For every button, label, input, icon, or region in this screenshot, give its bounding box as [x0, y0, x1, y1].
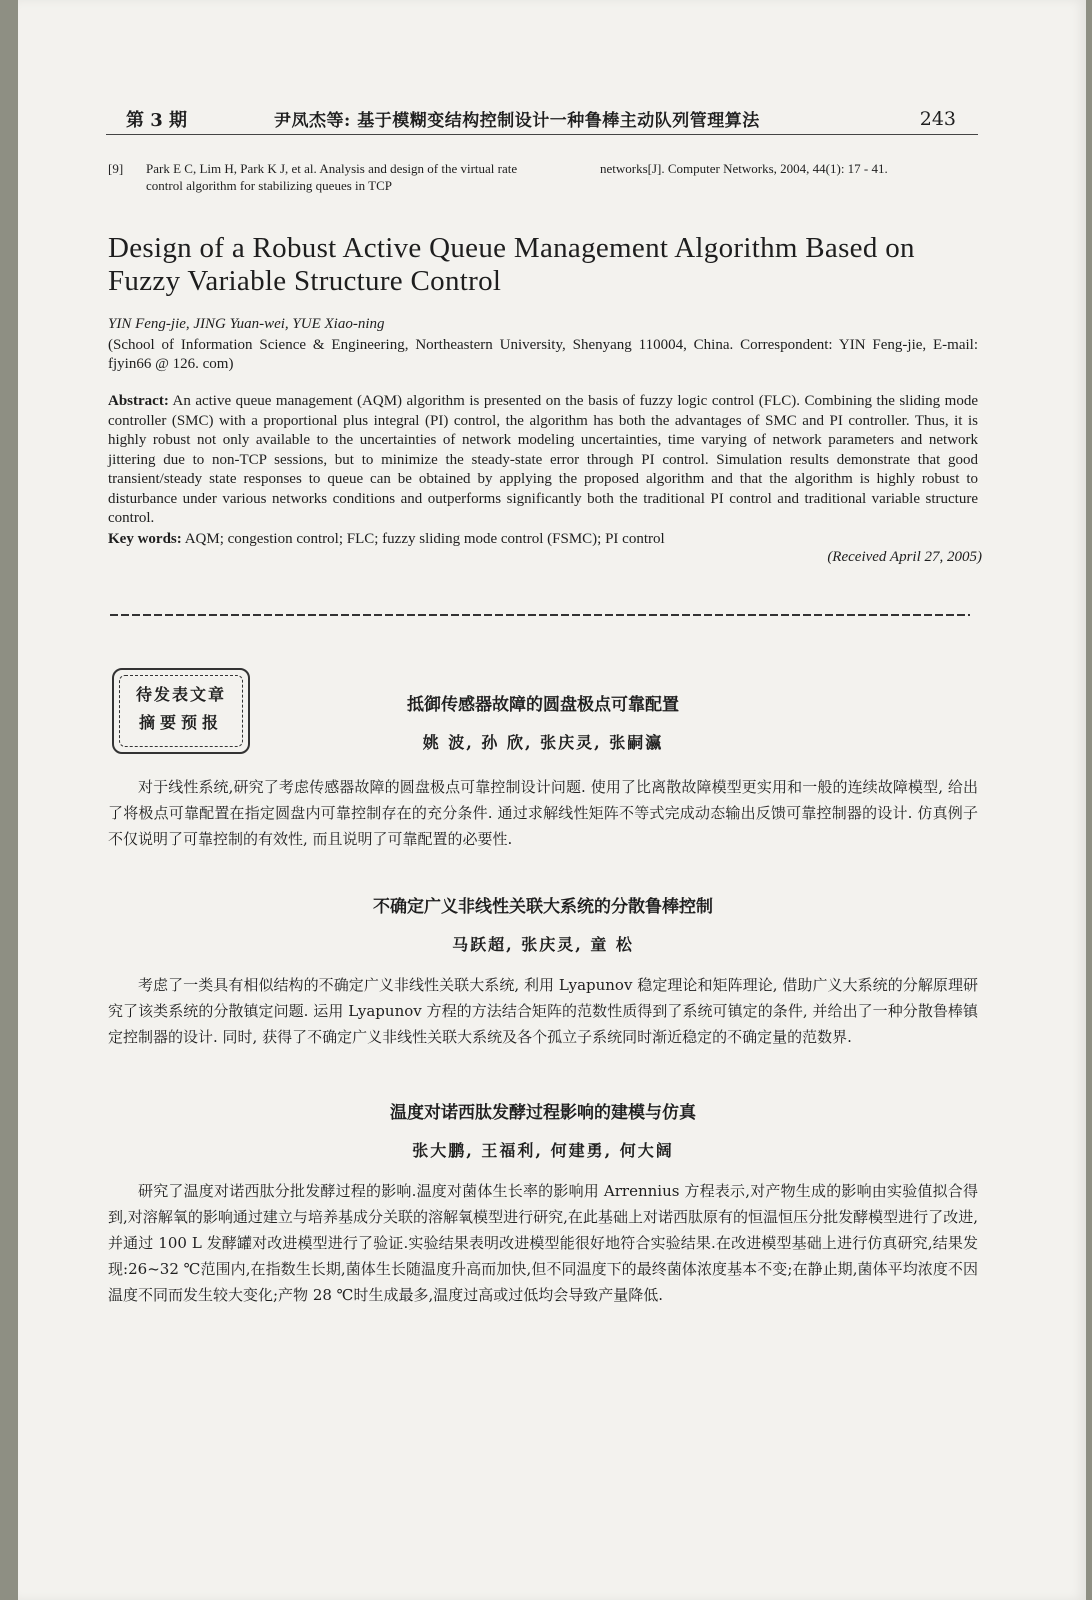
- english-abstract: [108, 392, 978, 529]
- article-3-abstract: 研究了温度对诺西肽分批发酵过程的影响.温度对菌体生长率的影响用 Arrennius 方程表示,对产物生成的影响由实验值拟合得到,对溶解氧的影响通过建立与培养基成分关联的溶解氧模型进行研究,在此基础上对诺西肽原有的恒温恒压分批发酵模型进行了改进,并通过 100 L 发酵罐对改进模型进行了验证.实验结果表明改进模型能很好地符合实验结果.在改进模型基础上进行仿真研究,结果发现:26~32 ℃范围内,在指数生长期,菌体生长随温度升高而加快,但不同温度下的最终菌体浓度基本不变;在静止期,菌体平均浓度不因温度不同而发生较大变化;产物 28 ℃时生成最多,温度过高或过低均会导致产量降低.: [108, 1182, 978, 1304]
- keywords-text: AQM; congestion control; FLC; fuzzy sliding mode control (FSMC); PI control: [184, 531, 665, 547]
- article-2-title: 不确定广义非线性关联大系统的分散鲁棒控制: [373, 897, 713, 917]
- article-2-authors: 马跃超, 张庆灵, 童 松: [452, 935, 634, 954]
- article-3-authors: 张大鹏, 王福利, 何建勇, 何大阔: [412, 1141, 674, 1160]
- english-keywords: [108, 530, 978, 549]
- stamp-line-1: 待发表文章: [135, 685, 226, 704]
- english-authors: YIN Feng-jie, JING Yuan-wei, YUE Xiao-ning: [108, 316, 385, 332]
- article-1-title: 抵御传感器故障的圆盘极点可靠配置: [407, 695, 679, 715]
- reference-tag: [9]: [108, 161, 124, 176]
- english-title: Design of a Robust Active Queue Management Algorithm Based on Fuzzy Variable Structure Control: [108, 232, 915, 297]
- article-1-authors: 姚 波, 孙 欣, 张庆灵, 张嗣瀛: [422, 733, 664, 752]
- english-affiliation: (School of Information Science & Engineering, Northeastern University, Shenyang 110004, China. Correspondent: YIN Feng-jie, E-mail: fjyin66 @ 126. com): [108, 337, 978, 372]
- keywords-label: Key words:: [108, 531, 182, 547]
- article-1-abstract: 对于线性系统,研究了考虑传感器故障的圆盘极点可靠控制设计问题. 使用了比离散故障模型更实用和一般的连续故障模型, 给出了将极点可靠配置在指定圆盘内可靠控制存在的充分条件. 通过求解线性矩阵不等式完成动态输出反馈可靠控制器的设计. 仿真例子不仅说明了可靠控制的有效性, 而且说明了可靠配置的必要性.: [108, 778, 978, 848]
- issue-number: 第 3 期: [126, 110, 188, 131]
- received-text: (Received April 27, 2005): [827, 549, 982, 565]
- reference-text-right: networks[J]. Computer Networks, 2004, 44(1): 17 - 41.: [600, 161, 888, 176]
- stamp-line-2: 摘要预报: [138, 713, 223, 732]
- abstract-label: Abstract:: [108, 393, 169, 409]
- page-number: 243: [919, 108, 956, 130]
- abstract-text: An active queue management (AQM) algorithm is presented on the basis of fuzzy logic control (FLC). Combining the sliding mode controller (SMC) with a proportional plus integral (PI) control, the algorithm has both the advantages of SMC and PI controller. Thus, it is highly robust not only available to the uncertainties of network modeling uncertainties, time varying of network parameters and network jittering due to non-TCP sessions, but to minimize the steady-state error through PI control. Simulation results demonstrate that good transient/steady state responses to queue can be obtained by applying the proposed algorithm and that the algorithm is highly robust to disturbance under various networks conditions and outperforms significantly both the traditional PI control and traditional variable structure control.: [108, 393, 978, 526]
- article-3-title: 温度对诺西肽发酵过程影响的建模与仿真: [390, 1103, 696, 1123]
- page-header: [106, 98, 978, 135]
- received-date: [827, 549, 982, 566]
- reference-text-left: Park E C, Lim H, Park K J, et al. Analysis and design of the virtual rate control algorithm for stabilizing queues in TCP: [146, 161, 518, 193]
- article-2-abstract: 考虑了一类具有相似结构的不确定广义非线性关联大系统, 利用 Lyapunov 稳定理论和矩阵理论, 借助广义大系统的分解原理研究了该类系统的分散镇定问题. 运用 Lyapunov 方程的方法结合矩阵的范数性质得到了系统可镇定的条件, 并给出了一种分散鲁棒镇定控制器的设计. 同时, 获得了不确定广义非线性关联大系统及各个孤立子系统同时渐近稳定的不确定量的范数界.: [108, 976, 978, 1046]
- running-title: 尹凤杰等: 基于模糊变结构控制设计一种鲁棒主动队列管理算法: [274, 111, 760, 131]
